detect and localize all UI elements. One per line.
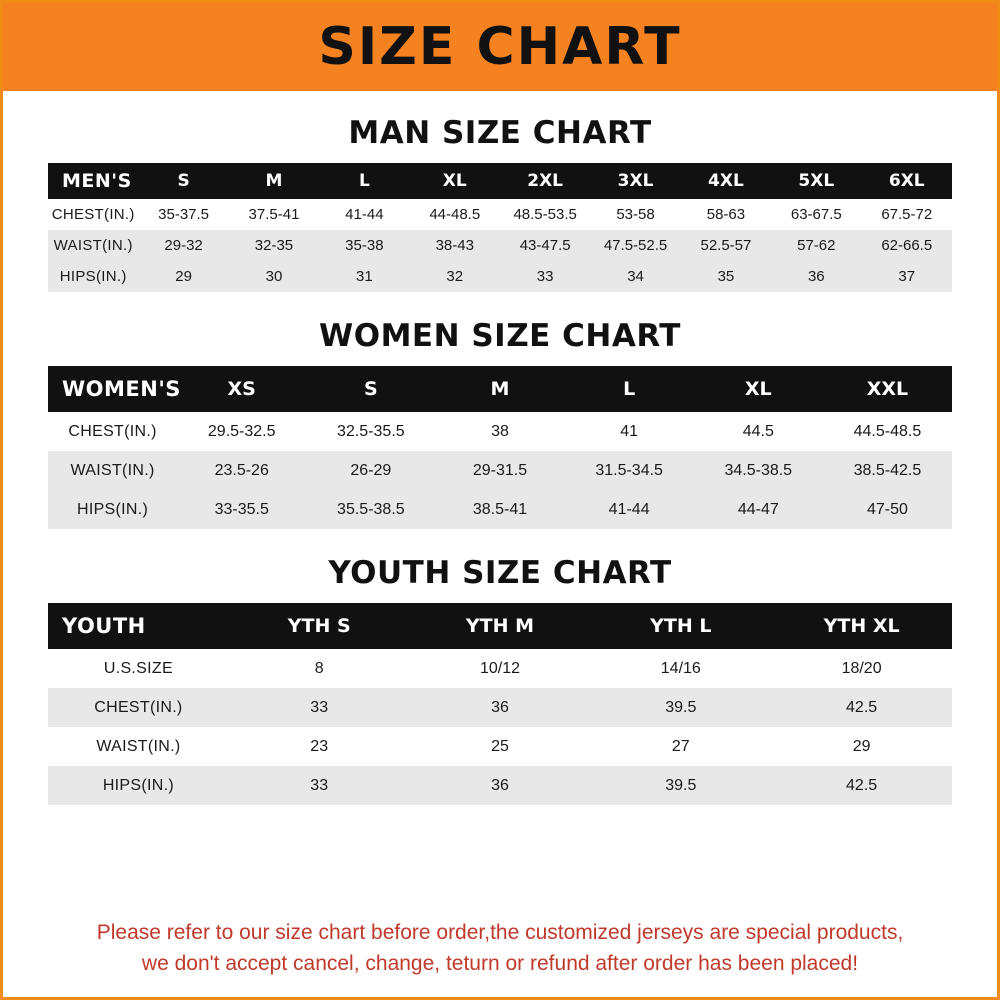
table-cell: 38-43 bbox=[435, 237, 474, 254]
women-section-title: WOMEN SIZE CHART bbox=[319, 318, 681, 354]
row-label: WAIST(IN.) bbox=[96, 737, 181, 755]
note-line-2: we don't accept cancel, change, teturn or refund after order has been placed! bbox=[141, 951, 859, 975]
table-cell: 33 bbox=[536, 268, 554, 285]
table-cell: 58-63 bbox=[706, 206, 746, 223]
table-cell: 41-44 bbox=[345, 206, 384, 223]
youth-header-cell: YTH XL bbox=[823, 615, 900, 637]
table-cell: 44.5-48.5 bbox=[853, 422, 922, 440]
man-header-cell: 3XL bbox=[617, 171, 654, 191]
table-cell: 38 bbox=[491, 422, 509, 440]
table-row bbox=[48, 766, 952, 805]
youth-header-cell: YTH L bbox=[650, 615, 712, 637]
table-cell: 14/16 bbox=[660, 659, 701, 677]
man-header-cell: L bbox=[358, 171, 370, 191]
table-cell: 39.5 bbox=[665, 776, 697, 794]
table-cell: 67.5-72 bbox=[881, 206, 933, 223]
man-header-cell: 4XL bbox=[708, 171, 744, 191]
table-row bbox=[48, 727, 952, 766]
table-cell: 18/20 bbox=[841, 659, 882, 677]
youth-table-header-row bbox=[48, 603, 952, 649]
row-label: WAIST(IN.) bbox=[53, 237, 133, 254]
row-label: U.S.SIZE bbox=[103, 659, 173, 677]
man-header-cell: XL bbox=[442, 171, 467, 191]
man-size-table bbox=[48, 163, 952, 292]
table-cell: 42.5 bbox=[846, 698, 878, 716]
table-cell: 36 bbox=[491, 698, 509, 716]
table-cell: 23 bbox=[310, 737, 329, 755]
man-section-title: MAN SIZE CHART bbox=[348, 115, 652, 151]
table-cell: 29 bbox=[852, 737, 871, 755]
table-row bbox=[48, 649, 952, 688]
table-row bbox=[48, 490, 952, 529]
women-size-table bbox=[48, 366, 952, 529]
row-label: WAIST(IN.) bbox=[70, 461, 155, 479]
table-cell: 37 bbox=[898, 268, 916, 285]
table-cell: 25 bbox=[491, 737, 509, 755]
table-cell: 29-32 bbox=[164, 237, 203, 254]
table-cell: 10/12 bbox=[479, 659, 521, 677]
table-cell: 41-44 bbox=[608, 500, 650, 518]
table-row bbox=[48, 199, 952, 230]
chart-content bbox=[3, 91, 997, 997]
man-header-cell: M bbox=[265, 171, 283, 191]
table-row bbox=[48, 412, 952, 451]
man-header-cell: S bbox=[177, 171, 190, 191]
row-label: HIPS(IN.) bbox=[76, 500, 149, 518]
women-header-cell: L bbox=[623, 378, 636, 400]
order-policy-note bbox=[48, 902, 952, 997]
women-header-cell: M bbox=[490, 378, 510, 400]
women-header-cell: XXL bbox=[866, 378, 909, 400]
table-cell: 53-58 bbox=[616, 206, 655, 223]
man-header-cell: MEN'S bbox=[62, 170, 132, 192]
table-cell: 26-29 bbox=[350, 461, 392, 479]
table-cell: 36 bbox=[491, 776, 509, 794]
table-cell: 42.5 bbox=[846, 776, 878, 794]
table-cell: 34 bbox=[627, 268, 644, 285]
man-header-cell: 5XL bbox=[798, 171, 835, 191]
table-cell: 57-62 bbox=[797, 237, 836, 254]
table-row bbox=[48, 688, 952, 727]
table-cell: 33 bbox=[310, 776, 329, 794]
row-label: CHEST(IN.) bbox=[94, 698, 183, 716]
man-header-cell: 2XL bbox=[527, 171, 564, 191]
table-cell: 29-31.5 bbox=[472, 461, 528, 479]
table-cell: 23.5-26 bbox=[214, 461, 269, 479]
row-label: CHEST(IN.) bbox=[51, 206, 135, 223]
table-cell: 33-35.5 bbox=[214, 500, 269, 518]
table-row bbox=[48, 261, 952, 292]
table-cell: 35 bbox=[717, 268, 735, 285]
women-header-cell: XL bbox=[744, 378, 772, 400]
table-cell: 63-67.5 bbox=[790, 206, 842, 223]
table-cell: 29 bbox=[175, 268, 192, 285]
table-cell: 44-47 bbox=[737, 500, 779, 518]
row-label: CHEST(IN.) bbox=[68, 422, 157, 440]
table-cell: 62-66.5 bbox=[881, 237, 933, 254]
table-cell: 47.5-52.5 bbox=[603, 237, 668, 254]
table-cell: 44.5 bbox=[742, 422, 774, 440]
table-cell: 39.5 bbox=[665, 698, 697, 716]
row-label: HIPS(IN.) bbox=[59, 268, 127, 285]
table-cell: 36 bbox=[807, 268, 825, 285]
table-cell: 29.5-32.5 bbox=[207, 422, 276, 440]
table-cell: 31.5-34.5 bbox=[595, 461, 663, 479]
table-cell: 34.5-38.5 bbox=[724, 461, 793, 479]
table-cell: 41 bbox=[620, 422, 639, 440]
table-cell: 35.5-38.5 bbox=[337, 500, 405, 518]
women-header-cell: S bbox=[364, 378, 378, 400]
youth-section-title: YOUTH SIZE CHART bbox=[328, 555, 672, 591]
youth-size-table bbox=[48, 603, 952, 805]
women-header-cell: XS bbox=[227, 378, 256, 400]
table-cell: 48.5-53.5 bbox=[513, 206, 577, 223]
table-cell: 47-50 bbox=[866, 500, 908, 518]
table-cell: 52.5-57 bbox=[700, 237, 752, 254]
table-cell: 32-35 bbox=[254, 237, 294, 254]
table-cell: 44-48.5 bbox=[429, 206, 481, 223]
table-cell: 30 bbox=[265, 268, 283, 285]
page-title: SIZE CHART bbox=[318, 17, 682, 77]
youth-header-cell: YTH S bbox=[287, 615, 351, 637]
table-row bbox=[48, 230, 952, 261]
table-cell: 27 bbox=[671, 737, 690, 755]
table-cell: 37.5-41 bbox=[248, 206, 300, 223]
table-cell: 31 bbox=[356, 268, 373, 285]
table-cell: 32.5-35.5 bbox=[337, 422, 405, 440]
table-cell: 38.5-41 bbox=[472, 500, 528, 518]
table-cell: 35-37.5 bbox=[158, 206, 210, 223]
header-banner bbox=[3, 3, 997, 91]
man-header-cell: 6XL bbox=[888, 171, 925, 191]
table-cell: 35-38 bbox=[345, 237, 384, 254]
note-line-1: Please refer to our size chart before order,the customized jerseys are special products, bbox=[96, 921, 904, 945]
youth-header-cell: YTH M bbox=[465, 615, 535, 637]
table-cell: 33 bbox=[310, 698, 329, 716]
table-row bbox=[48, 451, 952, 490]
women-table-header-row bbox=[48, 366, 952, 412]
table-cell: 8 bbox=[314, 659, 324, 677]
table-cell: 38.5-42.5 bbox=[853, 461, 922, 479]
row-label: HIPS(IN.) bbox=[102, 776, 174, 794]
youth-header-cell: YOUTH bbox=[62, 614, 146, 638]
women-header-cell: WOMEN'S bbox=[62, 377, 181, 401]
table-cell: 43-47.5 bbox=[519, 237, 571, 254]
table-cell: 32 bbox=[446, 268, 464, 285]
man-table-header-row bbox=[48, 163, 952, 199]
